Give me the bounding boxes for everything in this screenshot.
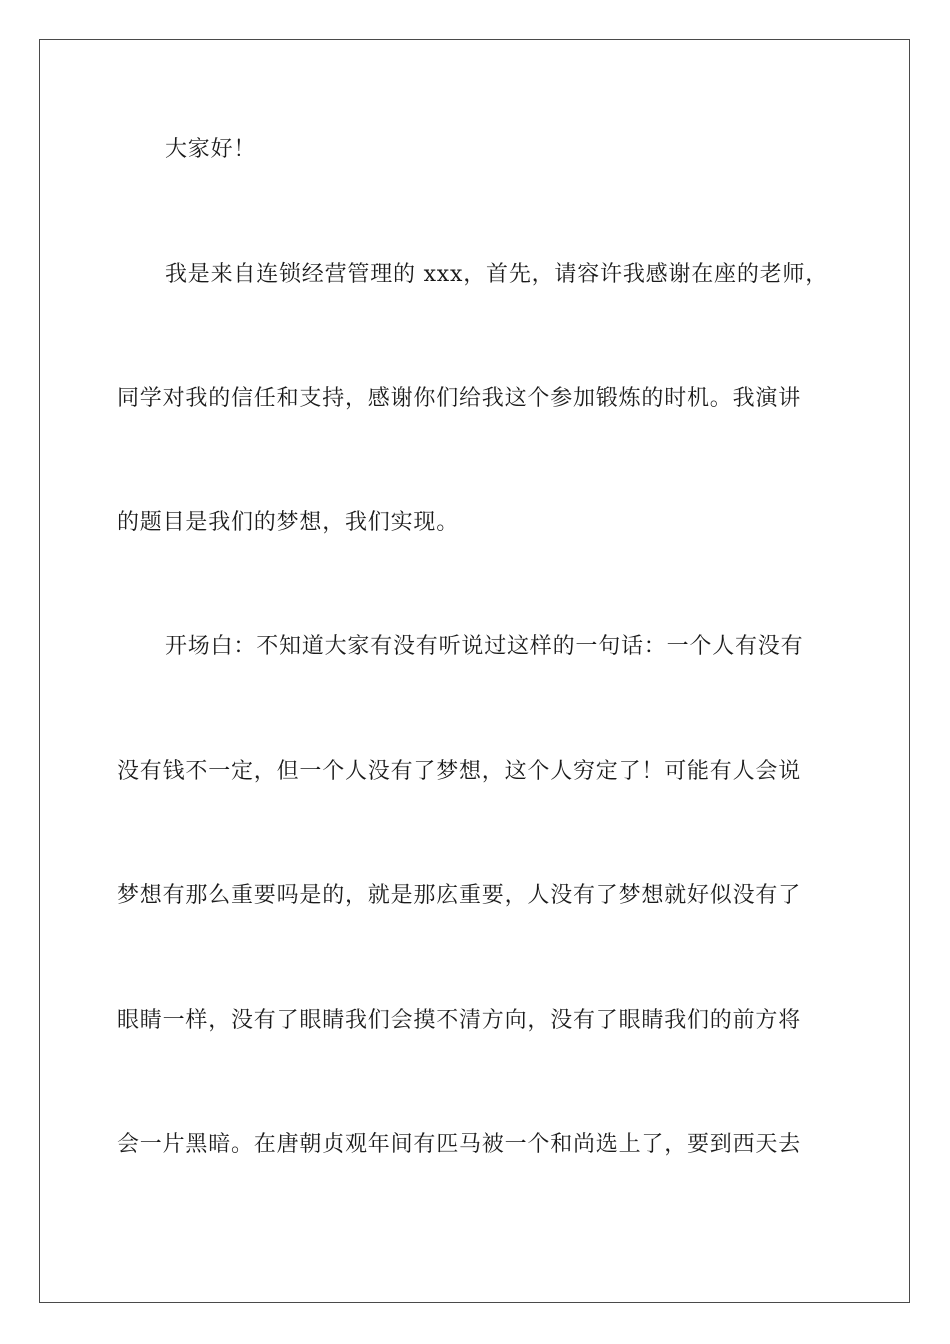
text-line: 同学对我的信任和支持，感谢你们给我这个参加锻炼的时机。我演讲 <box>117 386 802 411</box>
text-line: 会一片黑暗。在唐朝贞观年间有匹马被一个和尚选上了，要到西天去 <box>117 1132 802 1157</box>
text-line-intro: 我是来自连锁经营管理的 xxx，首先，请容许我感谢在座的老师， <box>165 262 829 287</box>
text-line: 眼睛一样，没有了眼睛我们会摸不清方向，没有了眼睛我们的前方将 <box>117 1008 802 1033</box>
text-line: 梦想有那么重要吗是的，就是那庅重要，人没有了梦想就好似没有了 <box>117 883 802 908</box>
text-line: 没有钱不一定，但一个人没有了梦想，这个人穷定了！可能有人会说 <box>117 759 802 784</box>
text-line-greeting: 大家好！ <box>165 137 257 162</box>
text-line-opening: 开场白：不知道大家有没有听说过这样的一句话：一个人有没有 <box>165 634 804 659</box>
text-line: 的题目是我们的梦想，我们实现。 <box>117 510 460 535</box>
page-frame <box>39 39 910 1303</box>
